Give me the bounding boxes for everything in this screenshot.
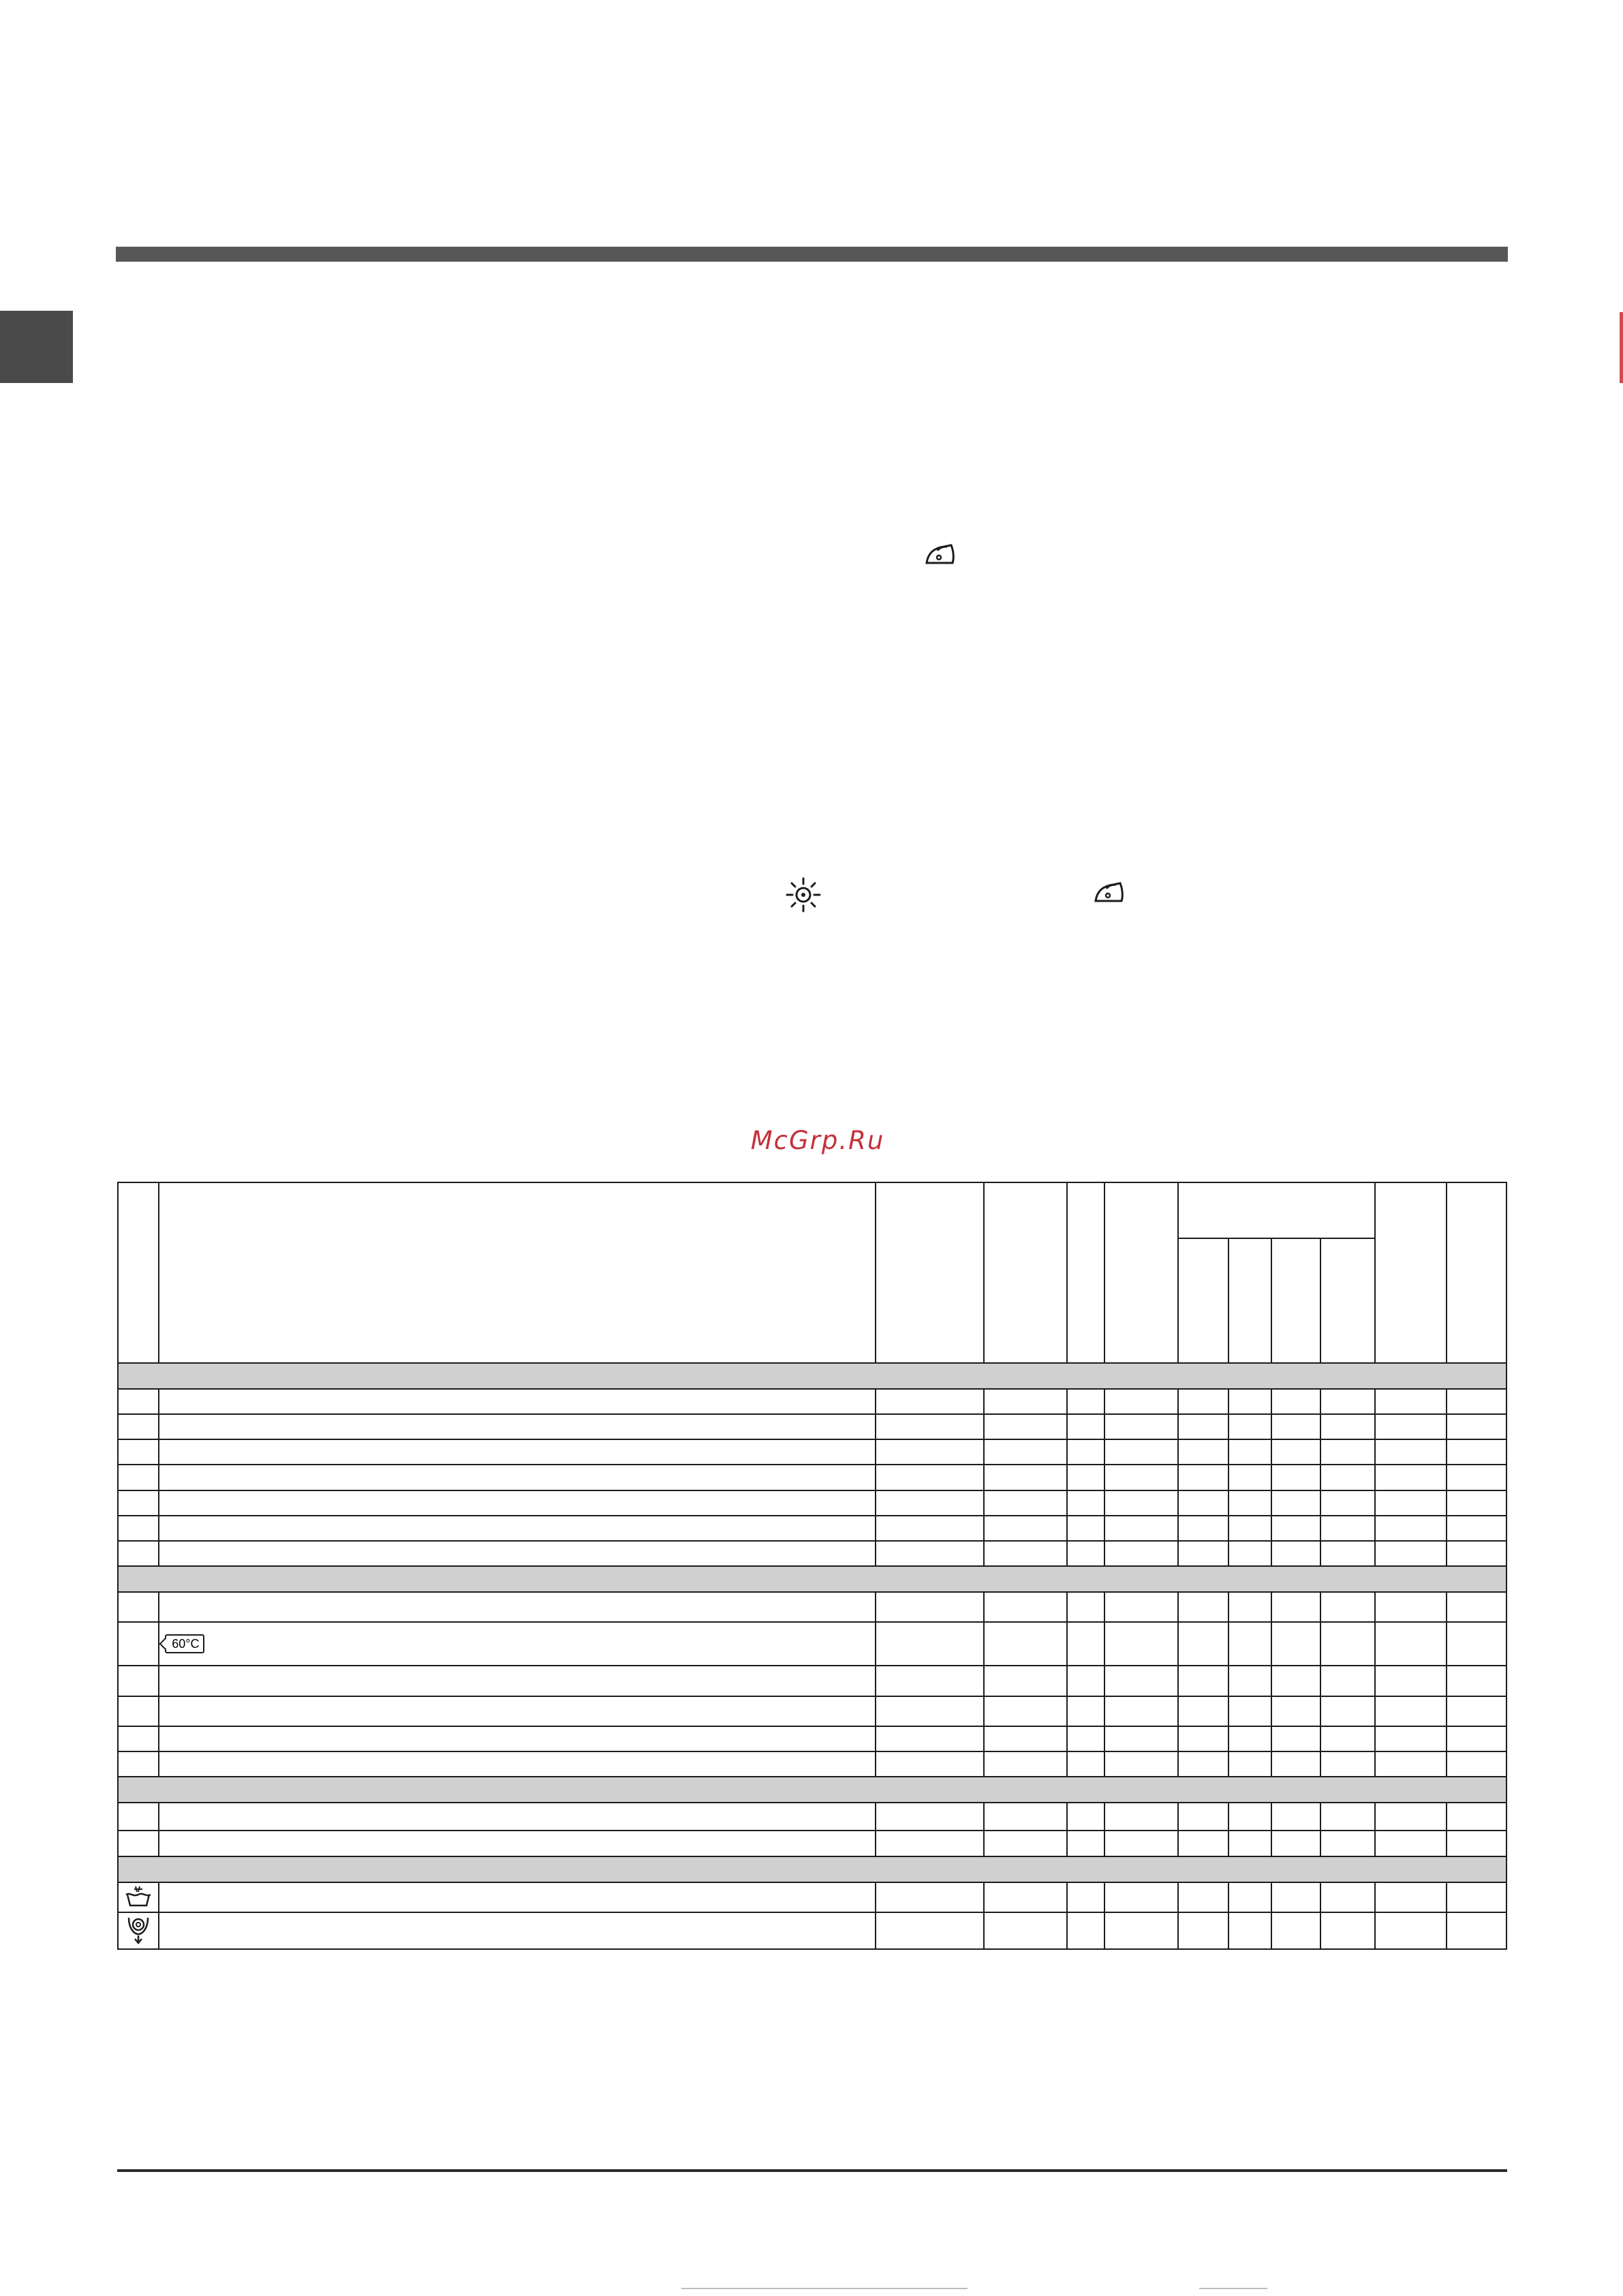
table-row [118,1622,1506,1666]
top-rule [116,247,1508,262]
table-row [118,1541,1506,1566]
table-row [118,1882,1506,1912]
table-row [118,1831,1506,1856]
table-row [118,1465,1506,1490]
programme-table [117,1182,1507,1950]
table-row [118,1592,1506,1622]
spin-drain-icon [125,1914,152,1945]
table-row [118,1516,1506,1541]
language-tab [0,311,73,383]
table-row [118,1439,1506,1465]
iron-icon [924,542,957,567]
watermark: McGrp.Ru [750,1126,885,1155]
section-row [118,1363,1506,1389]
edge-mark [1620,312,1623,383]
temperature-tag: 60°C [165,1634,204,1653]
section-row [118,1856,1506,1882]
table-row [118,1389,1506,1414]
table-row [118,1666,1506,1696]
table-header-row [118,1182,1506,1238]
table-row [118,1414,1506,1439]
table-row [118,1726,1506,1751]
bottom-rule [117,2169,1507,2172]
table-row [118,1696,1506,1726]
table-row [118,1751,1506,1777]
iron-icon [1093,881,1126,905]
table-row [118,1803,1506,1831]
table-row [118,1490,1506,1516]
section-row [118,1566,1506,1592]
section-row [118,1777,1506,1803]
scan-artifact [1199,2288,1267,2292]
hand-wash-basin-icon [125,1884,152,1908]
scan-artifact [681,2288,968,2292]
sun-light-icon [785,876,822,913]
table-row [118,1912,1506,1949]
